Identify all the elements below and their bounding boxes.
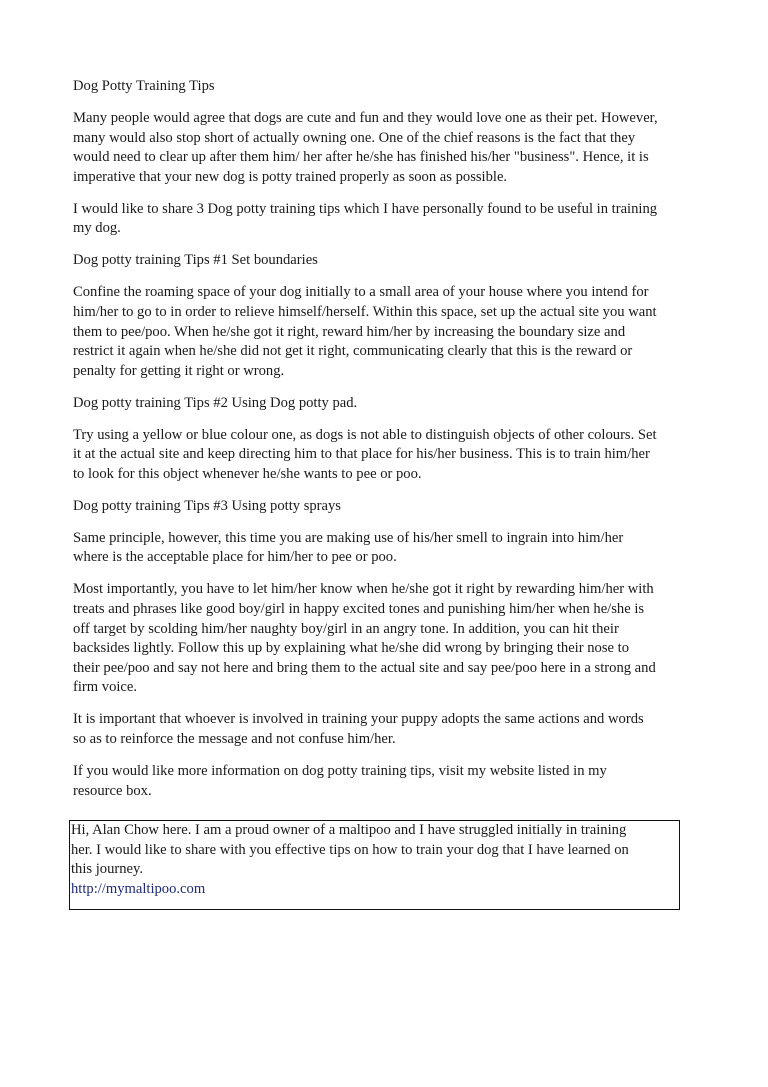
paragraph	[73, 710, 733, 749]
paragraph	[73, 283, 733, 381]
text-line: restrict it again when he/she did not get it right, communicating clearly that this is the reward or	[73, 343, 633, 360]
text-line: firm voice.	[73, 679, 138, 696]
paragraph	[73, 109, 733, 187]
text-line: him/her to go to in order to relieve himself/herself. Within this space, set up the actual site you want	[73, 303, 657, 320]
text-line: It is important that whoever is involved in training your puppy adopts the same actions and words	[73, 711, 644, 728]
text-line: If you would like more information on dog potty training tips, visit my website listed in my	[73, 762, 607, 779]
text-line: Dog potty training Tips #2 Using Dog potty pad.	[73, 394, 358, 411]
text-line: my dog.	[73, 220, 121, 237]
paragraph	[73, 580, 733, 698]
text-line: off target by scolding him/her naughty boy/girl in an angry tone. In addition, you can hit their	[73, 620, 619, 637]
text-line: Dog Potty Training Tips	[73, 78, 215, 94]
text-line: imperative that your new dog is potty trained properly as soon as possible.	[73, 168, 508, 185]
text-line: Many people would agree that dogs are cute and fun and they would love one as their pet. However,	[73, 109, 658, 126]
website-link[interactable]: http://mymaltipoo.com	[71, 880, 206, 897]
document-title	[73, 77, 733, 97]
paragraph	[73, 426, 733, 485]
text-line: would need to clear up after them him/ her after he/she has finished his/her "business". Hence, it is	[73, 149, 649, 166]
text-line: where is the acceptable place for him/her to pee or poo.	[73, 549, 397, 566]
resource-box-line: this journey.	[71, 861, 144, 878]
paragraph	[73, 200, 733, 239]
text-line: many would also stop short of actually owning one. One of the chief reasons is the fact that they	[73, 129, 636, 146]
text-line: so as to reinforce the message and not confuse him/her.	[73, 730, 396, 747]
section-heading	[73, 497, 733, 517]
section-heading	[73, 394, 733, 414]
text-line: I would like to share 3 Dog potty training tips which I have personally found to be useful in training	[73, 200, 658, 217]
section-heading	[73, 251, 733, 271]
paragraph	[73, 529, 733, 568]
text-line: them to pee/poo. When he/she got it right, reward him/her by increasing the boundary size and	[73, 323, 626, 340]
text-line: Most importantly, you have to let him/her know when he/she got it right by rewarding him/her with	[73, 581, 654, 598]
text-line: to look for this object whenever he/she wants to pee or poo.	[73, 465, 422, 482]
text-line: Dog potty training Tips #3 Using potty sprays	[73, 497, 341, 514]
text-line: penalty for getting it right or wrong.	[73, 362, 285, 379]
text-line: Dog potty training Tips #1 Set boundaries	[73, 252, 318, 269]
resource-box-line: Hi, Alan Chow here. I am a proud owner of a maltipoo and I have struggled initially in training	[71, 822, 627, 838]
text-line: treats and phrases like good boy/girl in happy excited tones and punishing him/her when he/she is	[73, 600, 645, 617]
text-line: it at the actual site and keep directing him to that place for his/her business. This is to train him/her	[73, 446, 650, 463]
text-line: their pee/poo and say not here and bring them to the actual site and say pee/poo here in a strong and	[73, 659, 656, 676]
text-line: Same principle, however, this time you are making use of his/her smell to ingrain into him/her	[73, 529, 624, 546]
text-line: resource box.	[73, 782, 152, 799]
resource-box-line: her. I would like to share with you effective tips on how to train your dog that I have learned on	[71, 841, 629, 858]
resource-box	[69, 820, 680, 910]
document-body	[73, 77, 733, 814]
text-line: backsides lightly. Follow this up by explaining what he/she did wrong by bringing their nose to	[73, 640, 629, 657]
paragraph	[73, 762, 733, 801]
text-line: Confine the roaming space of your dog initially to a small area of your house where you intend for	[73, 284, 649, 301]
text-line: Try using a yellow or blue colour one, as dogs is not able to distinguish objects of other colours. Set	[73, 426, 657, 443]
